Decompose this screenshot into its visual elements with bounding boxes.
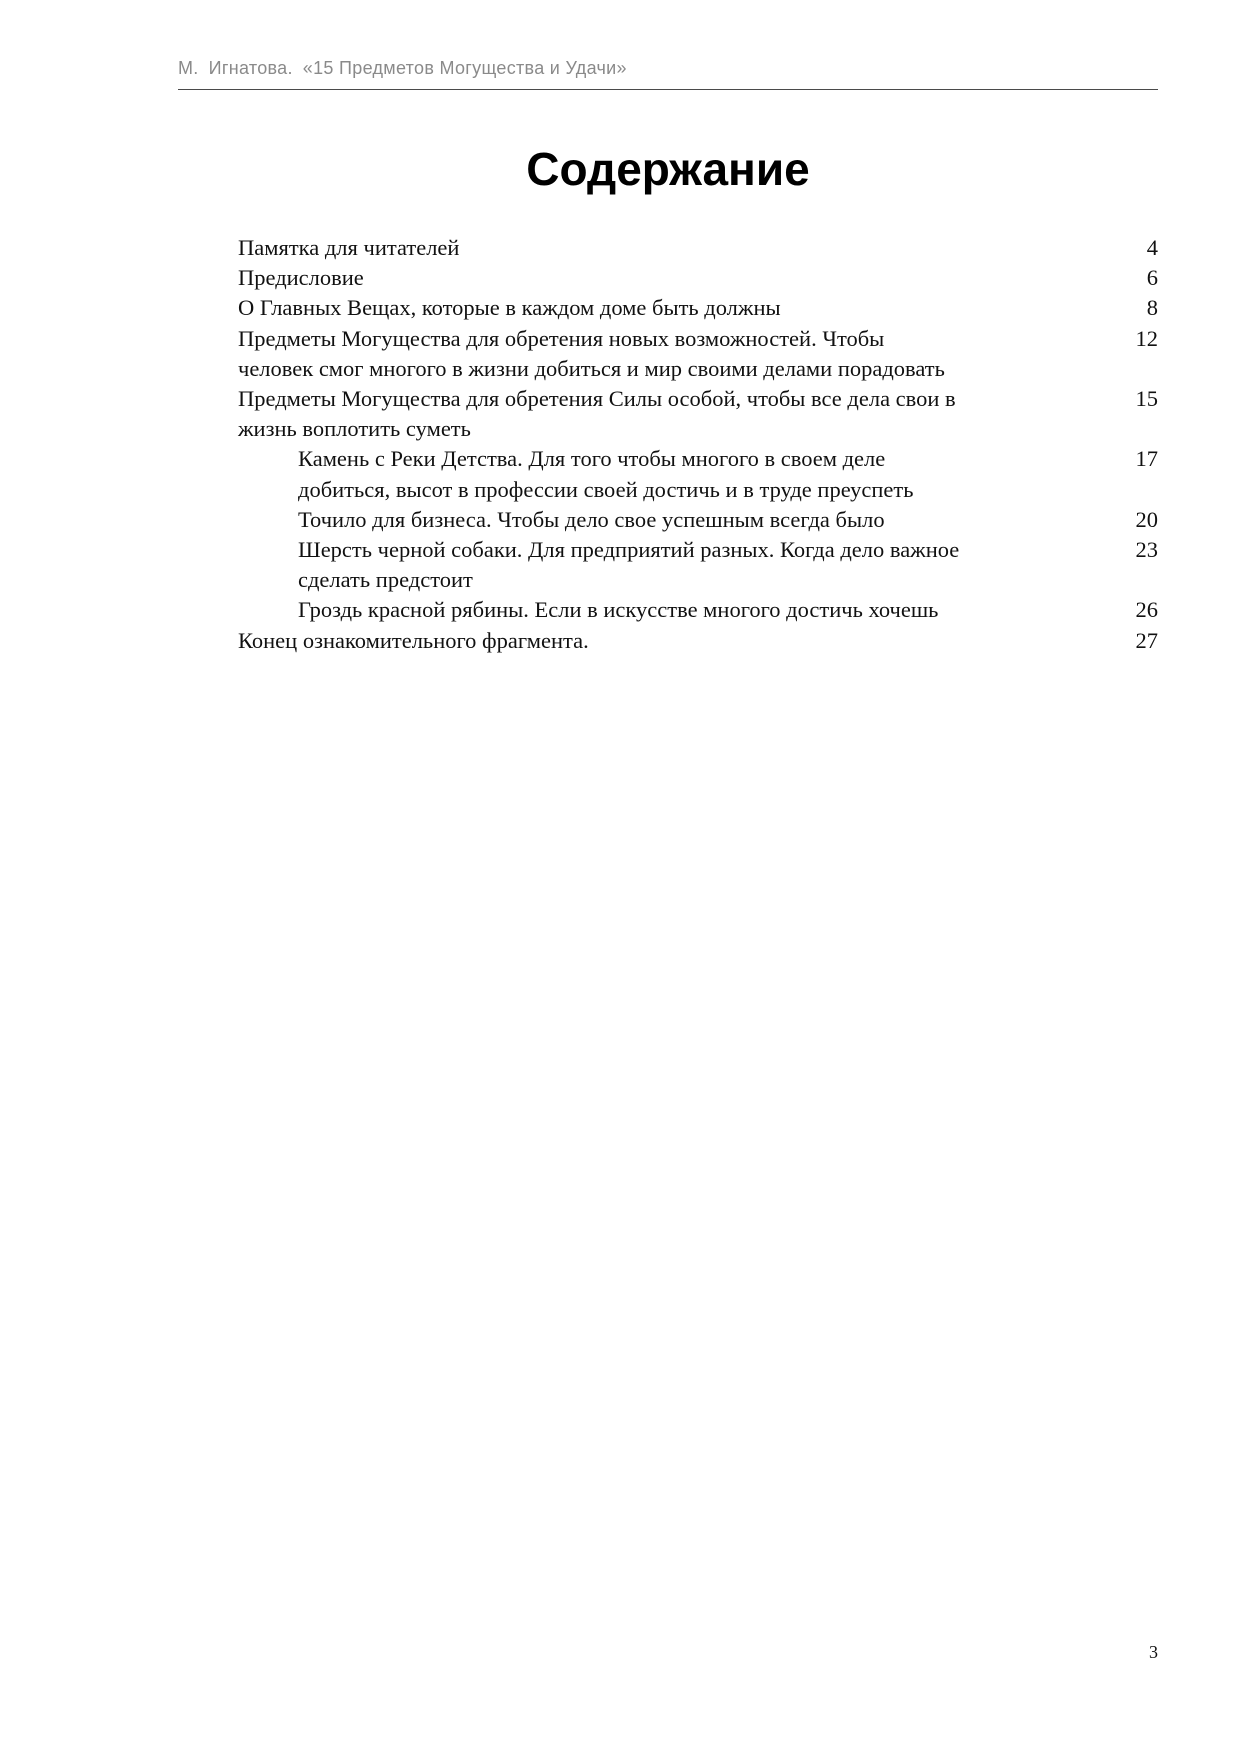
running-header xyxy=(178,58,1158,79)
toc-entry-page: 12 xyxy=(1135,325,1158,351)
toc-entry-title: Камень с Реки Детства. Для того чтобы многого в своем деле добиться, высот в профессии своей достичь и в труде преуспеть xyxy=(298,446,914,502)
toc-entry-title: Конец ознакомительного фрагмента. xyxy=(238,627,589,653)
toc-entry-page: 20 xyxy=(1135,506,1158,532)
page-title: Содержание xyxy=(526,143,810,195)
toc-entry-page: 4 xyxy=(1146,235,1158,260)
toc-subentry[interactable] xyxy=(238,444,1158,504)
toc-entry-title: Предметы Могущества для обретения Силы особой, чтобы все дела свои в жизнь воплотить суметь xyxy=(238,386,956,442)
toc-entry-page: 26 xyxy=(1135,597,1158,623)
toc-entry[interactable] xyxy=(238,293,1158,323)
table-of-contents xyxy=(238,233,1158,656)
toc-entry[interactable] xyxy=(238,233,1158,263)
toc-entry-page: 6 xyxy=(1146,265,1158,291)
header-book-title: «15 Предметов Могущества и Удачи» xyxy=(302,58,627,78)
header-rule xyxy=(178,89,1158,90)
toc-entry-page: 27 xyxy=(1135,627,1158,653)
toc-subentry[interactable] xyxy=(238,535,1158,595)
toc-subentry[interactable] xyxy=(238,505,1158,535)
toc-entry-page: 15 xyxy=(1135,386,1158,412)
toc-entry-title: Точило для бизнеса. Чтобы дело свое успешным всегда было xyxy=(298,506,885,532)
header-author-initial: М. xyxy=(178,58,199,78)
toc-entry-title: Шерсть черной собаки. Для предприятий разных. Когда дело важное сделать предстоит xyxy=(298,537,960,593)
toc-entry-page: 23 xyxy=(1135,537,1158,563)
toc-entry[interactable] xyxy=(238,626,1158,656)
toc-entry[interactable] xyxy=(238,384,1158,444)
toc-entry[interactable] xyxy=(238,324,1158,384)
page-number: 3 xyxy=(1149,1642,1158,1662)
toc-entry-title: Предисловие xyxy=(238,265,364,291)
toc-entry-page: 8 xyxy=(1146,295,1158,321)
toc-entry-title: Памятка для читателей xyxy=(238,235,460,260)
toc-entry-title: О Главных Вещах, которые в каждом доме быть должны xyxy=(238,295,781,321)
toc-entry-page: 17 xyxy=(1135,446,1158,472)
toc-entry-title: Предметы Могущества для обретения новых возможностей. Чтобы человек смог многого в жизни добиться и мир своими делами порадовать xyxy=(238,325,945,381)
toc-subentry[interactable] xyxy=(238,595,1158,625)
header-author-surname: Игнатова. xyxy=(208,58,293,78)
toc-entry[interactable] xyxy=(238,263,1158,293)
toc-entry-title: Гроздь красной рябины. Если в искусстве многого достичь хочешь xyxy=(298,597,939,623)
